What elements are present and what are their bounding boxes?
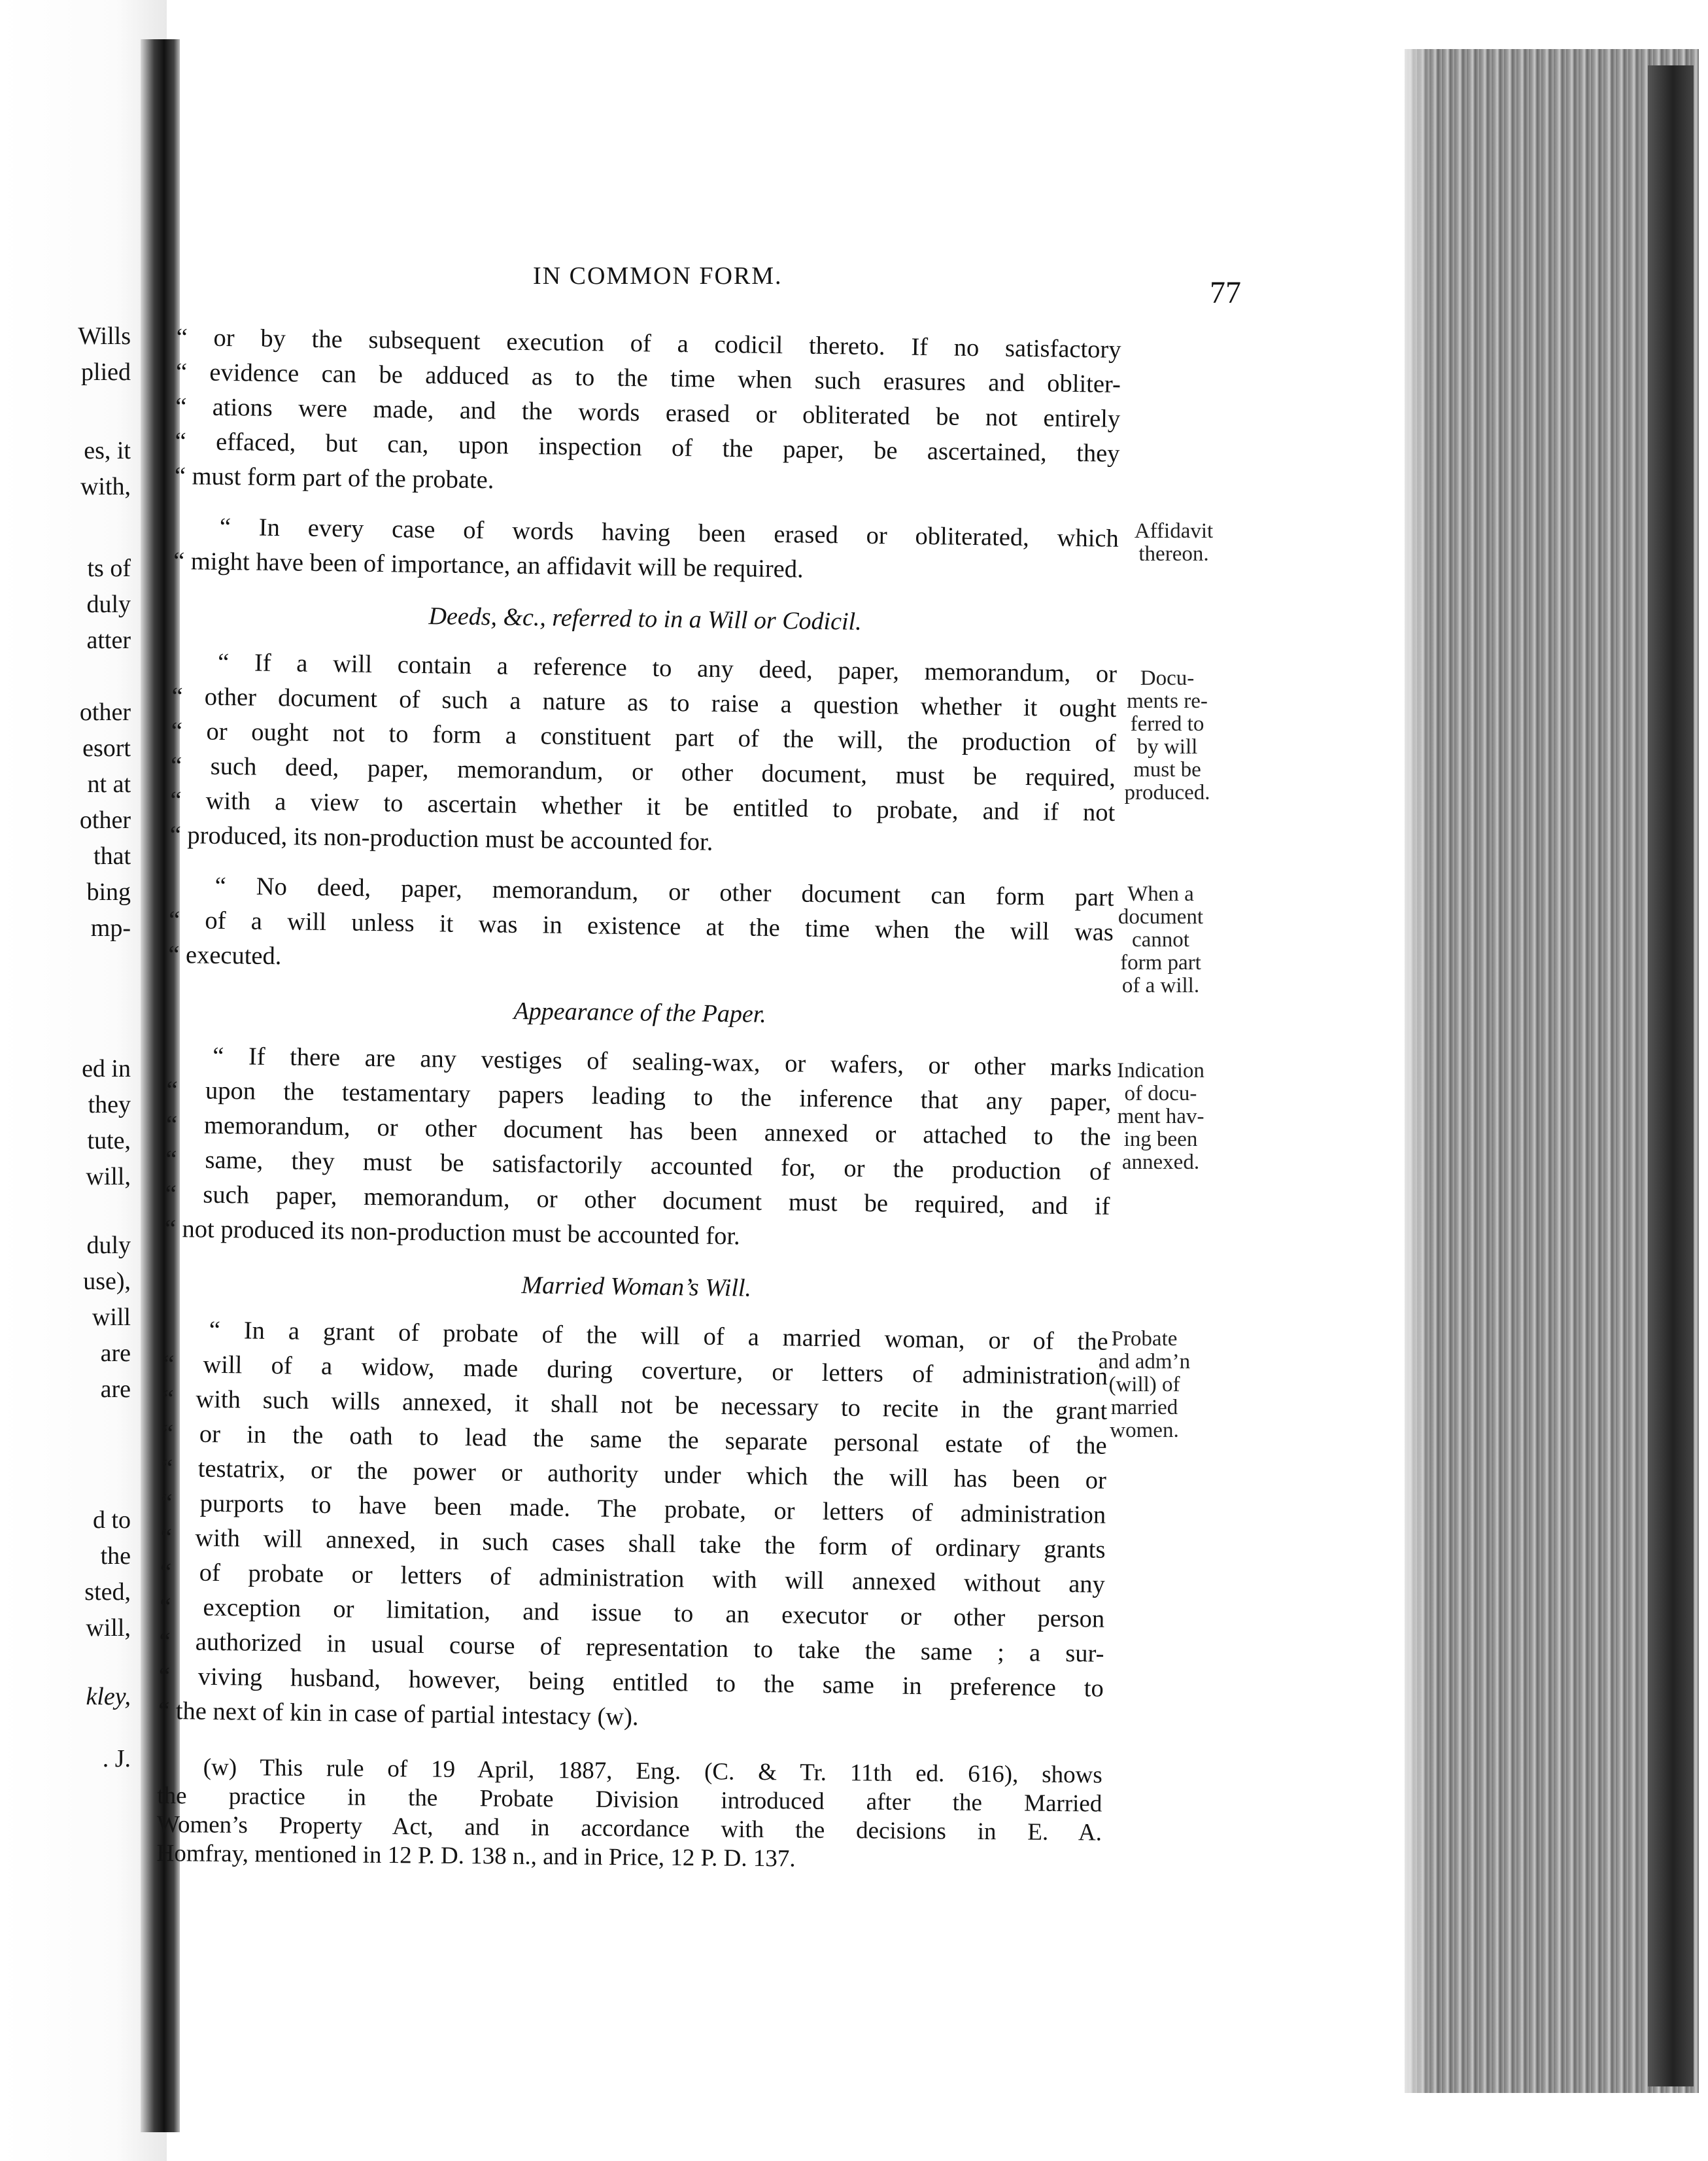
- margin-note-line: (will) of: [1108, 1373, 1180, 1396]
- section-heading-deeds: Deeds, &c., referred to in a Will or Codicil.: [428, 602, 862, 636]
- margin-note-line: thereon.: [1138, 542, 1209, 566]
- left-page-fragment: will,: [86, 1163, 131, 1190]
- left-page-fragment: other: [79, 699, 131, 726]
- left-page-fragment: sted,: [84, 1578, 131, 1606]
- margin-note-line: of a will.: [1121, 974, 1200, 997]
- left-page-fragment: d to: [92, 1506, 131, 1534]
- paragraph-erasures: [175, 320, 1121, 506]
- left-page-fragment: tute,: [87, 1127, 131, 1154]
- margin-note-line: Indication: [1117, 1059, 1204, 1082]
- margin-note-when-document: [1099, 883, 1223, 997]
- text-line: “ other document of such a nature as to raise a question whether it ought: [171, 682, 1117, 723]
- left-page-fragment: Wills: [78, 322, 131, 350]
- margin-note-line: ferred to: [1130, 712, 1204, 736]
- book-cover-edge: [1648, 65, 1694, 2086]
- text-line: “ might have been of importance, an affidavit will be required.: [173, 547, 804, 583]
- footnote-line: Women’s Property Act, and in accordance with the decisions in E. A.: [156, 1810, 1102, 1846]
- margin-note-line: women.: [1110, 1419, 1179, 1442]
- footnote-line: (w) This rule of 19 April, 1887, Eng. (C. & Tr. 11th ed. 616), shows: [203, 1754, 1102, 1789]
- text-line: “ produced, its non-production must be accounted for.: [169, 821, 713, 856]
- left-page-fragment: will: [92, 1304, 131, 1331]
- text-line: “ ations were made, and the words erased or obliterated be not entirely: [175, 392, 1121, 433]
- margin-note-line: document: [1118, 905, 1204, 929]
- margin-note-line: Affidavit: [1134, 519, 1214, 543]
- paragraph-deeds: [169, 645, 1117, 865]
- left-page-fragment: bing: [86, 878, 131, 906]
- paragraph-appearance: [164, 1039, 1112, 1259]
- section-heading-appearance: Appearance of the Paper.: [513, 997, 767, 1028]
- left-page-fragment: atter: [86, 627, 131, 654]
- left-page-fragment: use),: [83, 1268, 131, 1295]
- text-line: “ of probate or letters of administration with will annexed without any: [160, 1558, 1106, 1599]
- margin-note-line: ing been: [1123, 1128, 1198, 1151]
- left-page-fragment: mp-: [90, 914, 131, 942]
- left-page-fragment: with,: [80, 473, 131, 500]
- text-line: “ No deed, paper, memorandum, or other document can form part: [214, 872, 1114, 912]
- page-number: 77: [1210, 275, 1241, 310]
- left-page-fragment: es, it: [84, 437, 131, 464]
- text-line: “ effaced, but can, upon inspection of the paper, be ascertained, they: [175, 427, 1120, 468]
- text-line: “ upon the testamentary papers leading to the inference that any paper,: [166, 1076, 1112, 1116]
- margin-note-line: and adm’n: [1098, 1350, 1191, 1374]
- text-line: “ with such wills annexed, it shall not be necessary to recite in the grant: [162, 1385, 1108, 1425]
- text-line: “ will of a widow, made during coverture, or letters of administration: [162, 1350, 1108, 1391]
- text-line: “ memorandum, or other document has been annexed or attached to the: [165, 1111, 1112, 1151]
- left-page-fragment: are: [100, 1375, 131, 1403]
- text-line: “ In every case of words having been erased or obliterated, which: [219, 513, 1119, 553]
- left-page-fragment: duly: [86, 591, 131, 618]
- text-line: “ with will annexed, in such cases shall take the form of ordinary grants: [160, 1523, 1106, 1564]
- margin-note-line: married: [1110, 1396, 1178, 1419]
- text-line: “ or in the oath to lead the same the separate personal estate of the: [162, 1419, 1107, 1460]
- text-line: “ of a will unless it was in existence at the time when the will was: [168, 906, 1114, 946]
- left-page-fragment: nt at: [87, 770, 131, 798]
- text-line: “ purports to have been made. The probate, or letters of administration: [161, 1489, 1106, 1529]
- left-page-fragment: the: [100, 1542, 131, 1570]
- text-line: “ authorized in usual course of representation to take the same ; a sur-: [159, 1627, 1104, 1668]
- margin-note-probate: [1082, 1328, 1206, 1442]
- footnote-line: Homfray, mentioned in 12 P. D. 138 n., and in Price, 12 P. D. 137.: [156, 1839, 796, 1873]
- text-line: “ such paper, memorandum, or other document must be required, and if: [165, 1180, 1110, 1220]
- left-page-fragment: esort: [82, 735, 131, 762]
- main-text-column: [156, 320, 1121, 1878]
- margin-note-documents: [1105, 667, 1229, 804]
- margin-note-line: produced.: [1124, 781, 1210, 804]
- margin-note-line: Docu-: [1140, 666, 1195, 690]
- margin-note-indication: [1099, 1060, 1223, 1174]
- left-page-fragment: duly: [86, 1232, 131, 1259]
- text-line: “ viving husband, however, being entitled to the same in preference to: [158, 1662, 1104, 1703]
- text-line: “ In a grant of probate of the will of a married woman, or of the: [209, 1316, 1108, 1356]
- margin-note-line: cannot: [1132, 928, 1189, 952]
- text-line: “ must form part of the probate.: [174, 462, 494, 494]
- margin-note-line: Probate: [1111, 1327, 1178, 1351]
- margin-note-line: by will: [1136, 735, 1198, 759]
- text-line: “ such deed, paper, memorandum, or other document, must be required,: [170, 752, 1116, 792]
- text-line: “ exception or limitation, and issue to an executor or other person: [159, 1593, 1105, 1633]
- footnote-w: [156, 1753, 1102, 1876]
- page-edge-shadow: [1405, 49, 1431, 2093]
- paragraph-affidavit: [173, 510, 1119, 591]
- text-line: “ If a will contain a reference to any deed, paper, memorandum, or: [217, 648, 1118, 688]
- left-page-fragment: ed in: [82, 1055, 131, 1082]
- margin-note-line: annexed.: [1121, 1150, 1200, 1174]
- text-line: “ not produced its non-production must be accounted for.: [164, 1215, 740, 1251]
- left-page-fragment: plied: [81, 358, 131, 386]
- left-page-fragment: are: [100, 1340, 131, 1367]
- left-page-fragment: that: [94, 842, 131, 870]
- left-page-fragment: other: [79, 806, 131, 834]
- margin-note-line: ments re-: [1127, 689, 1208, 713]
- running-head: IN COMMON FORM.: [533, 262, 783, 290]
- footnote-line: the practice in the Probate Division introduced after the Married: [157, 1782, 1102, 1818]
- text-line: “ executed.: [168, 941, 282, 971]
- text-line: “ or ought not to form a constituent part of the will, the production of: [171, 717, 1116, 757]
- text-line: “ with a view to ascertain whether it be entitled to probate, and if not: [170, 786, 1116, 827]
- text-line: “ evidence can be adduced as to the time when such erasures and obliter-: [175, 358, 1121, 398]
- section-heading-married-woman: Married Woman’s Will.: [521, 1271, 752, 1302]
- left-page-fragment: kley,: [86, 1683, 131, 1710]
- paragraph-existence: [168, 869, 1114, 985]
- text-line: “ testatrix, or the power or authority under which the will has been or: [161, 1454, 1107, 1495]
- text-line: “ If there are any vestiges of sealing-wax, or wafers, or other marks: [213, 1042, 1112, 1082]
- margin-note-line: ment hav-: [1117, 1105, 1204, 1128]
- paragraph-married-woman: [158, 1313, 1108, 1741]
- text-line: “ the next of kin in case of partial intestacy (w).: [158, 1697, 639, 1731]
- margin-note-line: When a: [1127, 882, 1194, 906]
- margin-note-line: must be: [1133, 758, 1201, 782]
- text-line: “ or by the subsequent execution of a codicil thereto. If no satisfactory: [176, 323, 1121, 364]
- margin-note-affidavit: [1112, 520, 1236, 566]
- margin-note-line: of docu-: [1124, 1082, 1197, 1105]
- left-page-fragment: . J.: [102, 1745, 131, 1772]
- margin-note-line: form part: [1120, 951, 1201, 975]
- text-line: “ same, they must be satisfactorily accounted for, or the production of: [165, 1145, 1111, 1186]
- left-page-fragment: ts of: [87, 555, 131, 582]
- left-page-fragment: they: [88, 1091, 131, 1118]
- left-page-fragment: will,: [86, 1614, 131, 1642]
